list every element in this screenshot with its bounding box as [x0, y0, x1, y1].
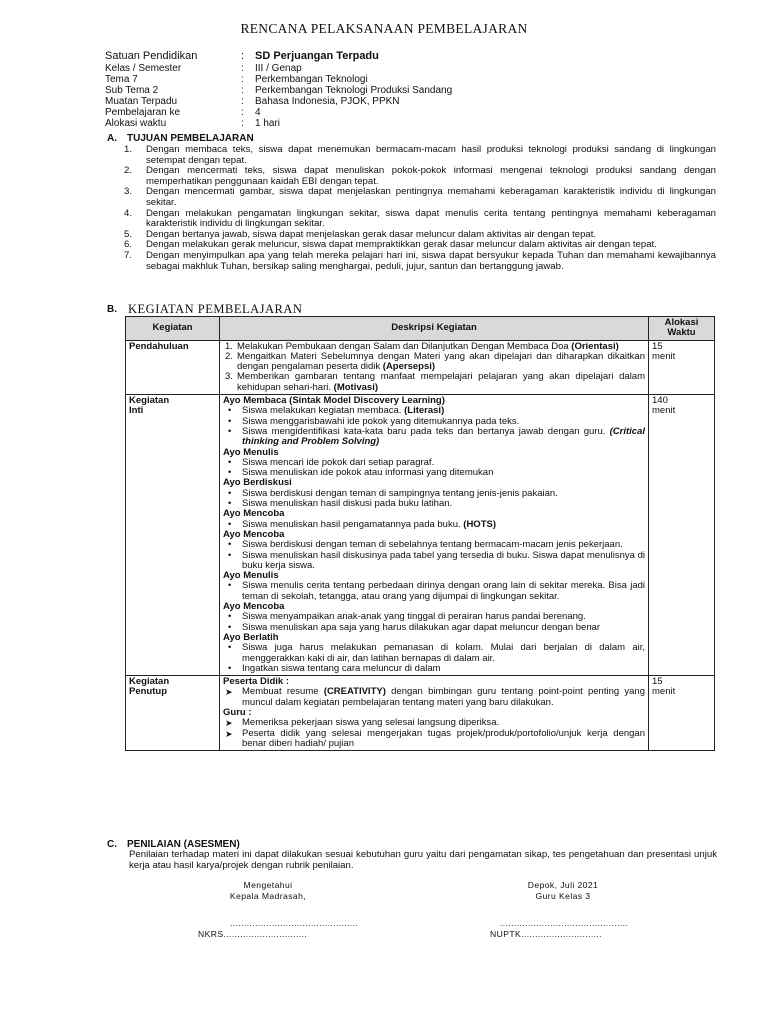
signature-id: NUPTK.............................: [490, 929, 602, 939]
pendahuluan-list: [223, 342, 645, 393]
waktu-cell: [649, 395, 715, 676]
item-number: 7.: [124, 249, 133, 261]
section-number: A.: [107, 133, 117, 144]
item-text: dengan bimbingan guru tentang point-point penting yang muncul dalam kegiatan pembelajaran tentang materi yang baru dilakukan.: [242, 686, 646, 708]
item-text: Dengan mencermati gambar, siswa dapat menjelaskan pentingnya memahami keberagaman karakteristik individu di lingkungan sekitar.: [146, 186, 716, 208]
activity-list: [223, 540, 645, 571]
list-item: [223, 468, 645, 478]
section-number: C.: [107, 839, 117, 850]
item-text: Dengan melakukan pengamatan lingkungan sekitar, siswa dapat menulis cerita tentang pentingnya memahami keberagaman karakteristik individu di lingkungan sekitar.: [146, 207, 716, 230]
item-tag: (Orientasi): [571, 340, 619, 352]
list-item: [223, 643, 645, 664]
list-item: [223, 427, 645, 448]
item-number: 6.: [124, 239, 133, 251]
activity-list: [223, 406, 645, 447]
item-text: Dengan menyimpulkan apa yang telah mereka pelajari hari ini, siswa dapat bersyukur kepada Tuhan dan memahami kewajibannya sebagai makhluk Tuhan, bersikap saling menghargai, peduli, jujur, santun dan bertanggung jawab.: [146, 249, 716, 272]
signature-role: Kepala Madrasah,: [229, 891, 307, 901]
item-number: 3.: [225, 371, 233, 383]
identity-value: 4: [255, 107, 261, 118]
deskripsi-cell: [220, 340, 649, 394]
activity-title: Ayo Menulis: [223, 570, 279, 582]
waktu-value: 140: [652, 395, 668, 407]
kegiatan-cell: [126, 395, 220, 676]
item-text: Dengan melakukan gerak meluncur, siswa dapat mempraktikkan gerak dasar meluncur dalam aktivitas air dengan tepat.: [146, 239, 657, 251]
section-title: KEGIATAN PEMBELAJARAN: [128, 302, 303, 316]
list-item: [223, 729, 645, 750]
list-item: [223, 623, 645, 633]
deskripsi-cell: [220, 395, 649, 676]
activity-list: [223, 612, 645, 633]
identity-colon: :: [241, 107, 244, 118]
item-text: Siswa menuliskan hasil pengamatannya pada buku.: [242, 518, 461, 530]
deskripsi-cell: [220, 676, 649, 751]
activity-list: [223, 458, 645, 479]
kegiatan-cell: [126, 676, 220, 751]
item-text: Siswa menuliskan hasil diskusinya pada tabel yang tersedia di buku. Siswa dapat menulisnya di buku kerja siswa.: [242, 549, 645, 571]
item-text: Peserta didik yang selesai mengerjakan tugas projek/produk/portofolio/unjuk kerja dengan benar diberi hadiah/ pujian: [242, 727, 645, 749]
document-title: RENCANA PELAKSANAAN PEMBELAJARAN: [240, 21, 528, 36]
table-row: [126, 395, 715, 676]
identity-label: Muatan Terpadu: [105, 96, 178, 107]
list-item: [223, 687, 645, 708]
list-item: [223, 581, 645, 602]
item-text: Siswa berdiskusi dengan teman di sampingnya tentang jenis-jenis pakaian.: [242, 487, 558, 499]
item-number: 1.: [225, 340, 233, 352]
activity-list: [223, 643, 645, 674]
activity-title: Ayo Berlatih: [223, 631, 279, 643]
list-item: [124, 187, 716, 208]
identity-colon: :: [241, 85, 244, 96]
identity-value: Bahasa Indonesia, PJOK, PPKN: [255, 96, 400, 107]
identity-label: Sub Tema 2: [105, 85, 159, 96]
waktu-cell: [649, 340, 715, 394]
item-tag: (Literasi): [404, 405, 445, 417]
item-text: Ingatkan siswa tentang cara meluncur di dalam: [242, 662, 441, 674]
identity-colon: :: [241, 50, 245, 62]
activity-list: [223, 520, 645, 530]
identity-colon: :: [241, 63, 244, 74]
identity-label: Tema 7: [105, 74, 138, 85]
signature-left: [198, 880, 338, 902]
identity-label: Alokasi waktu: [105, 118, 167, 129]
tujuan-list: [124, 145, 716, 272]
penilaian-text: Penilaian terhadap materi ini dapat dilakukan sesuai kebutuhan guru yaitu dari pengamatan sikap, tes pengetahuan dan presentasi unjuk kerja atau hasil karya/projek dengan rubrik penilaian.: [129, 849, 717, 871]
activity-title: Ayo Berdiskusi: [223, 477, 292, 489]
item-text: Memeriksa pekerjaan siswa yang selesai langsung diperiksa.: [242, 717, 500, 729]
item-text: Siswa menulis cerita tentang perbedaan dirinya dengan orang lain di sekitar mereka. Bisa jadi teman di sekolah, tetangga, atau orang yang dijumpai di lingkungan sekitar.: [242, 580, 645, 602]
kegiatan-cell: [126, 340, 220, 394]
item-text: Siswa berdiskusi dengan teman di sebelahnya tentang bermacam-macam jenis pekerjaan.: [242, 539, 623, 551]
list-item: [124, 209, 716, 230]
waktu-cell: [649, 676, 715, 751]
item-text: Siswa menuliskan apa saja yang harus dilakukan agar dapat meluncur dengan benar: [242, 621, 601, 633]
list-item: [223, 664, 645, 674]
item-number: 4.: [124, 207, 133, 219]
kegiatan-table: [125, 316, 715, 751]
identity-value: 1 hari: [255, 118, 281, 129]
list-item: [223, 372, 645, 393]
signature-right: [496, 880, 630, 902]
section-title: PENILAIAN (ASESMEN): [127, 839, 240, 850]
kegiatan-label: Kegiatan: [129, 395, 170, 407]
item-text: Dengan membaca teks, siswa dapat menemukan bermacam-macam hasil produksi teknologi produksi sandang di lingkungan setempat dengan tepat.: [146, 144, 716, 166]
item-tag: (Critical thinking and Problem Solving): [242, 425, 646, 448]
item-number: 3.: [124, 186, 133, 198]
waktu-value: 15: [652, 676, 663, 688]
item-text: Melakukan Pembukaan dengan Salam dan Dilanjutkan Dengan Membaca Doa: [237, 340, 569, 352]
signature-right-line: [490, 918, 640, 940]
item-tag: (HOTS): [463, 518, 496, 530]
item-text: Membuat resume: [242, 686, 319, 698]
activity-list: [223, 581, 645, 602]
item-tag: (CREATIVITY): [323, 686, 386, 698]
item-number: 1.: [124, 144, 133, 155]
item-text: Memberikan gambaran tentang manfaat mempelajari pelajaran yang akan dipelajari dalam kehidupan sehari-hari.: [237, 371, 645, 393]
activity-list: [223, 489, 645, 510]
guru-list: [223, 718, 645, 749]
item-text: Siswa mencari ide pokok dari setiap paragraf.: [242, 456, 435, 468]
signature-dots: ..............................................: [500, 918, 629, 928]
activity-title: Ayo Mencoba: [223, 508, 285, 520]
item-text: Siswa melakukan kegiatan membaca.: [242, 405, 402, 417]
signature-role: Guru Kelas 3: [535, 891, 591, 901]
table-header-row: [126, 317, 715, 341]
activity-title: Ayo Mencoba: [223, 528, 285, 540]
item-number: 2.: [225, 350, 233, 362]
item-text: Dengan bertanya jawab, siswa dapat menjelaskan gerak dasar meluncur dalam aktivitas air dengan tepat.: [146, 228, 597, 240]
kegiatan-label: Penutup: [129, 686, 167, 698]
identity-value: III / Genap: [255, 63, 302, 74]
penutup-subtitle: Guru :: [223, 706, 252, 718]
section-number: B.: [107, 304, 117, 315]
item-text: Siswa menuliskan hasil diskusi pada buku latihan.: [242, 498, 453, 510]
waktu-value: 15: [652, 340, 663, 352]
kegiatan-label: Pendahuluan: [129, 340, 189, 352]
identity-value: SD Perjuangan Terpadu: [255, 50, 379, 62]
table-row: [126, 340, 715, 394]
identity-label: Kelas / Semester: [105, 63, 182, 74]
identity-colon: :: [241, 74, 244, 85]
waktu-unit: menit: [652, 405, 676, 417]
list-item: [223, 499, 645, 509]
column-header: Alokasi Waktu: [649, 317, 715, 341]
identity-label: Satuan Pendidikan: [105, 50, 198, 62]
column-header: Deskripsi Kegiatan: [220, 317, 649, 341]
identity-colon: :: [241, 96, 244, 107]
item-text: Mengaitkan Materi Sebelumnya dengan Materi yang akan dipelajari dan diharapkan dikaitkan dengan pengalaman peserta didik: [237, 350, 645, 373]
signature-place-date: Depok, Juli 2021: [527, 880, 599, 890]
identity-label: Pembelajaran ke: [105, 107, 181, 118]
signature-id: NKRS..............................: [198, 929, 308, 939]
identity-colon: :: [241, 118, 244, 129]
item-number: 2.: [124, 165, 133, 177]
item-text: Dengan mencermati teks, siswa dapat menuliskan pokok-pokok informasi mengenai teknologi produksi sandang dengan memperhatikan penggunaan kaidah EBI dengan tepat.: [146, 165, 716, 187]
item-text: Siswa menuliskan ide pokok atau informasi yang ditemukan: [242, 467, 494, 479]
activity-title: Ayo Menulis: [223, 446, 279, 458]
identity-value: Perkembangan Teknologi: [255, 74, 368, 85]
item-text: Siswa mengidentifikasi kata-kata baru pada teks dan bertanya jawab dengan guru.: [242, 425, 606, 437]
identity-value: Perkembangan Teknologi Produksi Sandang: [255, 85, 453, 96]
waktu-unit: menit: [652, 686, 676, 698]
list-item: [223, 352, 645, 373]
table-row: [126, 676, 715, 751]
activity-title: Ayo Mencoba: [223, 601, 285, 613]
item-text: Siswa menyampaikan anak-anak yang tinggal di perairan harus pandai berenang.: [242, 611, 586, 623]
section-title: TUJUAN PEMBELAJARAN: [127, 133, 254, 144]
list-item: [124, 251, 716, 272]
item-tag: (Apersepsi): [382, 361, 436, 373]
list-item: [124, 145, 716, 166]
signature-dots: ..............................................: [230, 918, 359, 928]
penutup-subtitle: Peserta Didik :: [223, 676, 289, 688]
signature-left-line: [198, 918, 359, 940]
list-item: [223, 551, 645, 572]
list-item: [124, 166, 716, 187]
list-item: [223, 520, 645, 530]
kegiatan-label: Inti: [129, 405, 144, 417]
activity-title: Ayo Membaca (Sintak Model Discovery Learning): [223, 395, 445, 407]
item-number: 5.: [124, 228, 133, 240]
item-text: Siswa menggarisbawahi ide pokok yang ditemukannya pada teks.: [242, 415, 520, 427]
waktu-unit: menit: [652, 350, 676, 362]
item-text: Siswa juga harus melakukan pemanasan di kolam. Mulai dari berjalan di dalam air, menggerakkan kaki di air, dan latihan bernapas di dalam air.: [242, 642, 645, 664]
item-tag: (Motivasi): [333, 381, 378, 393]
kegiatan-label: Kegiatan: [129, 676, 170, 688]
signature-label: Mengetahui: [243, 880, 293, 890]
peserta-list: [223, 687, 645, 708]
column-header: Kegiatan: [126, 317, 220, 341]
